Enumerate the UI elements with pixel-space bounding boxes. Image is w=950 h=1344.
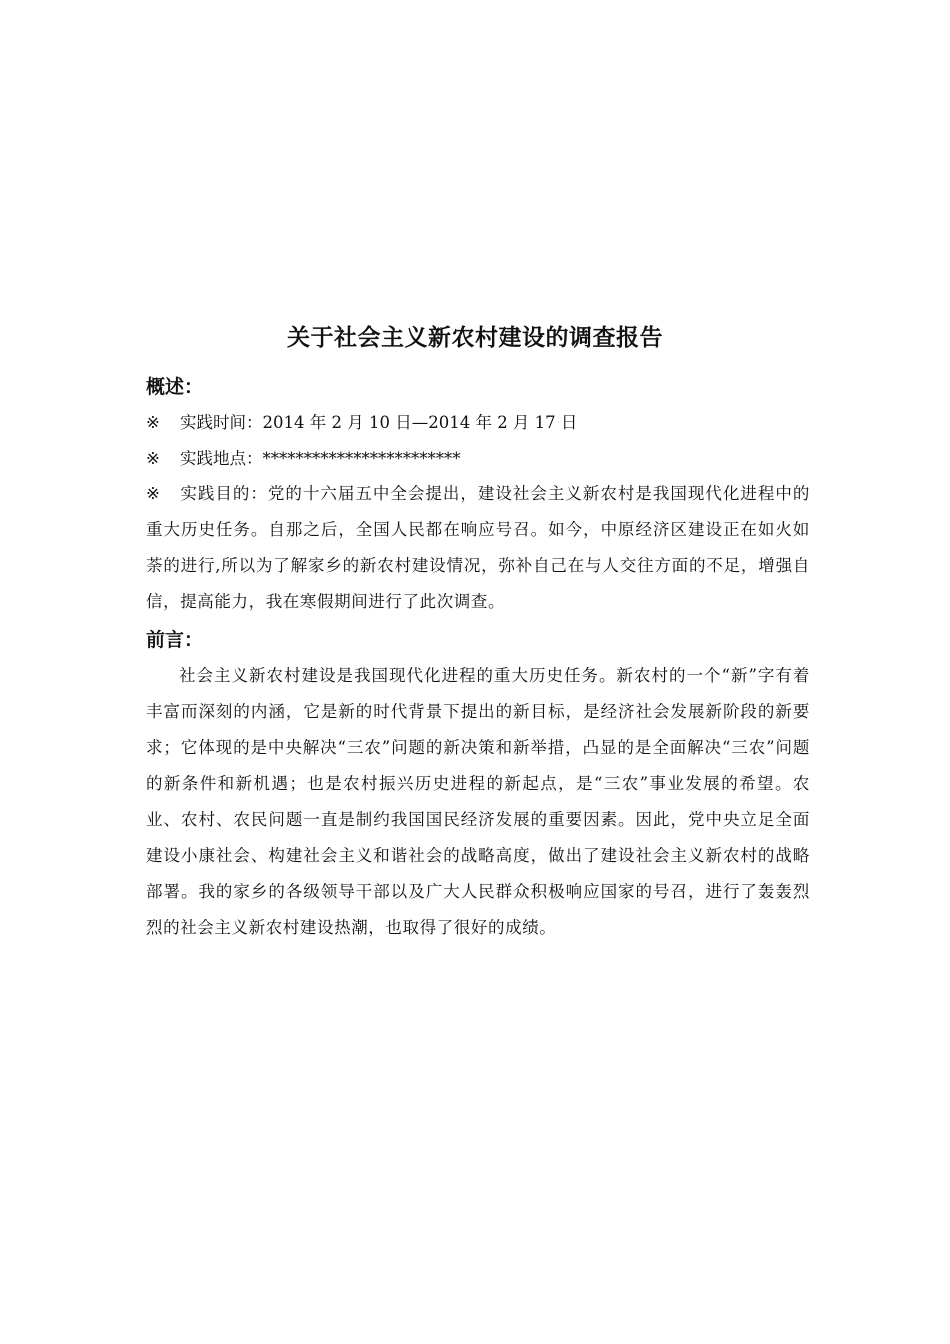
reference-mark-icon: ※	[146, 449, 160, 468]
preface-paragraph: 社会主义新农村建设是我国现代化进程的重大历史任务。新农村的一个“新”字有着丰富而深刻的内涵，它是新的时代背景下提出的新目标，是经济社会发展新阶段的新要求；它体现的是中央解决“三农”问题的新决策和新举措，凸显的是全面解决“三农”问题的新条件和新机遇；也是农村振兴历史进程的新起点，是“三农”事业发展的希望。农业、农村、农民问题一直是制约我国国民经济发展的重要因素。因此，党中央立足全面建设小康社会、构建社会主义和谐社会的战略高度，做出了建设社会主义新农村的战略部署。我的家乡的各级领导干部以及广大人民群众积极响应国家的号召，进行了轰轰烈烈的社会主义新农村建设热潮，也取得了很好的成绩。	[146, 666, 810, 937]
reference-mark-icon: ※	[146, 413, 160, 432]
document-title: 关于社会主义新农村建设的调查报告	[287, 324, 663, 351]
practice-time-text: 实践时间：2014 年 2 月 10 日—2014 年 2 月 17 日	[180, 413, 578, 432]
practice-place-line	[146, 445, 461, 473]
practice-purpose-text: 实践目的：党的十六届五中全会提出，建设社会主义新农村是我国现代化进程中的重大历史任务。自那之后，全国人民都在响应号召。如今，中原经济区建设正在如火如荼的进行,所以为了解家乡的新农村建设情况，弥补自己在与人交往方面的不足，增强自信，提高能力，我在寒假期间进行了此次调查。	[146, 484, 810, 611]
preface-heading: 前言：	[146, 629, 204, 651]
practice-time-line	[146, 409, 577, 437]
practice-place-text: 实践地点：************************	[180, 449, 461, 468]
overview-heading: 概述：	[146, 376, 204, 398]
reference-mark-icon: ※	[146, 484, 161, 503]
practice-purpose-paragraph	[146, 476, 810, 620]
